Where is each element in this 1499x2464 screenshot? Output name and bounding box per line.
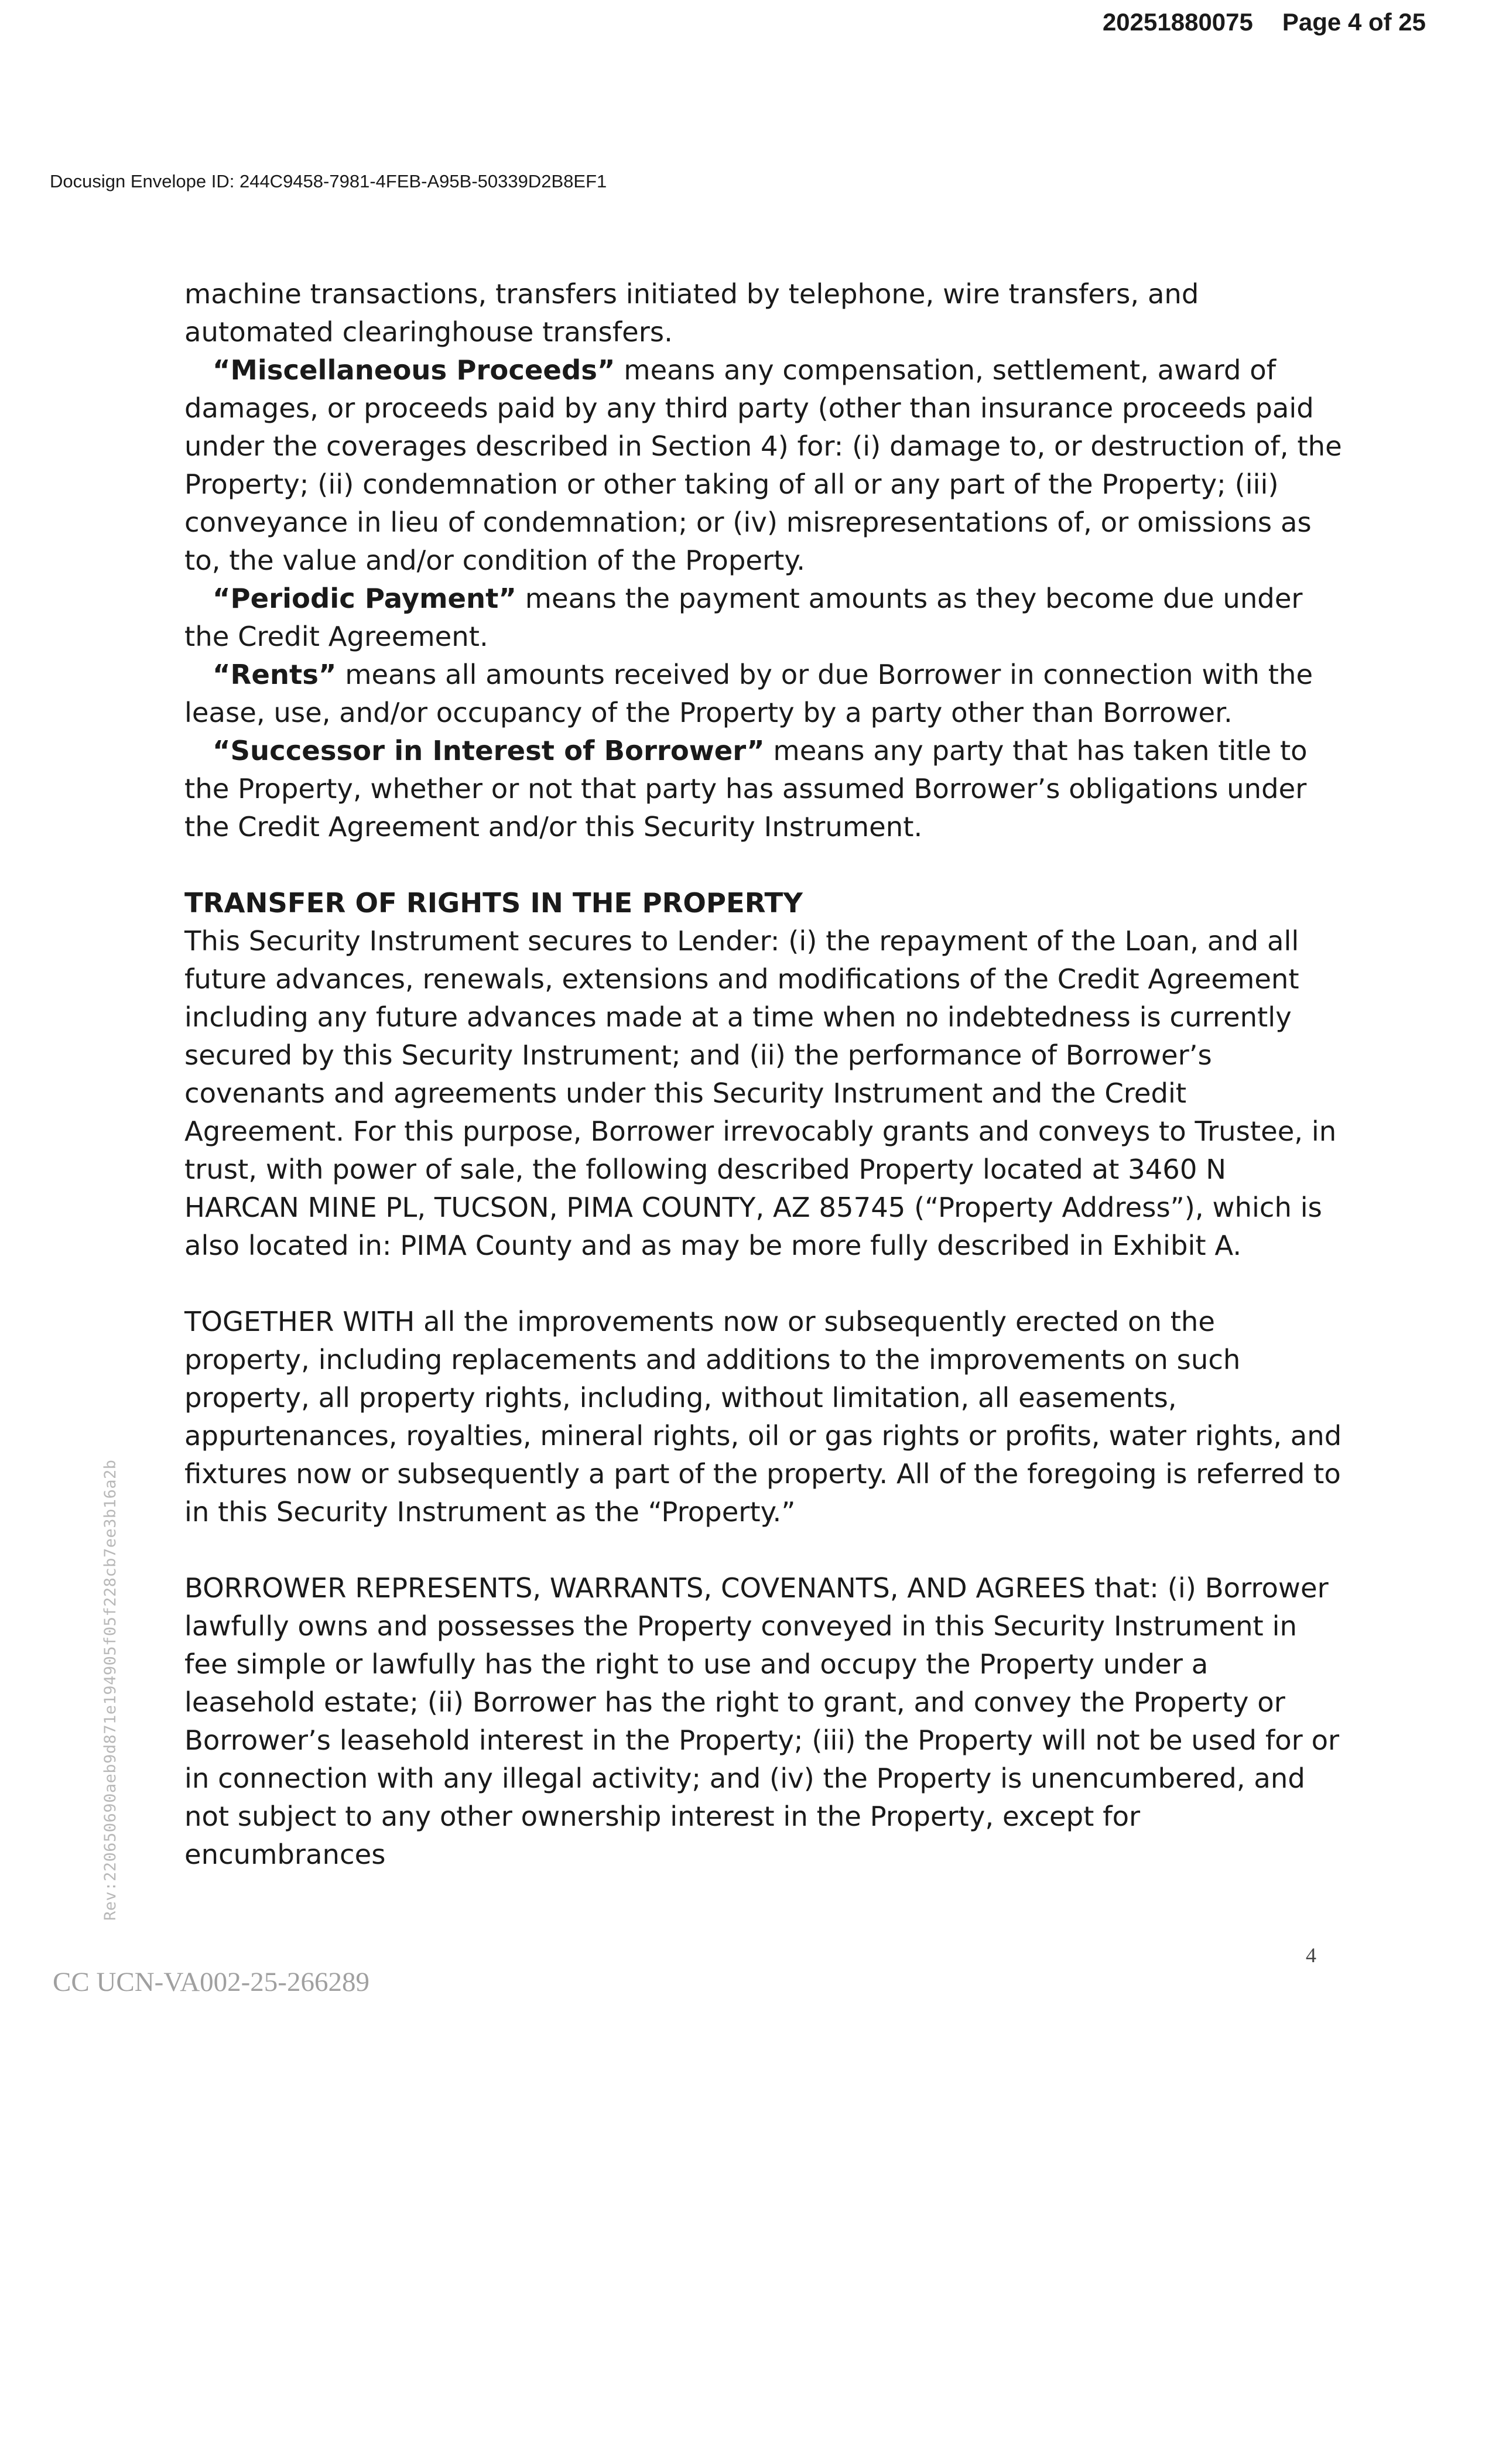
definition-successor-in-interest <box>184 732 1347 846</box>
paragraph-borrower-represents: BORROWER REPRESENTS, WARRANTS, COVENANTS, AND AGREES that: (i) Borrower lawfully owns and possesses the Property conveyed in this Security Instrument in fee simple or lawfully has the right to use and occupy the Property under a leasehold estate; (ii) Borrower has the right to grant, and convey the Property or Borrower’s leasehold interest in the Property; (iii) the Property will not be used for or in connection with any illegal activity; and (iv) the Property is unencumbered, and not subject to any other ownership interest in the Property, except for encumbrances <box>184 1572 1340 1870</box>
definition-text: means any compensation, settlement, award of damages, or proceeds paid by any third party (other than insurance proceeds paid under the coverages described in Section 4) for: (i) damage to, or destruction of, the Property; (ii) condemnation or other taking of all or any part of the Property; (iii) conveyance in lieu of condemnation; or (iv) misrepresentations of, or omissions as to, the value and/or condition of the Property. <box>184 354 1342 576</box>
definition-text: means the payment amounts as they become due under the Credit Agreement. <box>184 583 1303 652</box>
definition-text: means any party that has taken title to the Property, whether or not that party has assumed Borrower’s obligations under the Credit Agreement and/or this Security Instrument. <box>184 735 1308 843</box>
footer-reference: CC UCN-VA002-25-266289 <box>53 1967 369 1997</box>
defined-term: “Miscellaneous Proceeds” <box>213 354 615 386</box>
document-header-stamp <box>1103 8 1426 36</box>
definition-rents <box>184 656 1347 732</box>
definition-periodic-payment <box>184 580 1347 656</box>
paragraph-together-with: TOGETHER WITH all the improvements now or subsequently erected on the property, including replacements and additions to the improvements on such property, all property rights, including, without limitation, all easements, appurtenances, royalties, mineral rights, oil or gas rights or profits, water rights, and fixtures now or subsequently a part of the property. All of the foregoing is referred to in this Security Instrument as the “Property.” <box>184 1306 1342 1528</box>
document-number: 20251880075 <box>1102 8 1253 36</box>
section-heading-transfer-of-rights: TRANSFER OF RIGHTS IN THE PROPERTY <box>184 887 803 919</box>
definition-text: means all amounts received by or due Borrower in connection with the lease, use, and/or occupancy of the Property by a party other than Borrower. <box>184 659 1313 728</box>
page-label: Page 4 of 25 <box>1282 8 1426 36</box>
paragraph-transfer-of-rights: This Security Instrument secures to Lender: (i) the repayment of the Loan, and all future advances, renewals, extensions and modifications of the Credit Agreement including any future advances made at a time when no indebtedness is currently secured by this Security Instrument; and (ii) the performance of Borrower’s covenants and agreements under this Security Instrument and the Credit Agreement. For this purpose, Borrower irrevocably grants and conveys to Trustee, in trust, with power of sale, the following described Property located at 3460 N HARCAN MINE PL, TUCSON, PIMA COUNTY, AZ 85745 (“Property Address”), which is also located in: PIMA County and as may be more fully described in Exhibit A. <box>184 925 1337 1261</box>
paragraph-continuation: machine transactions, transfers initiated by telephone, wire transfers, and automated clearinghouse transfers. <box>184 278 1199 348</box>
envelope-id: Docusign Envelope ID: 244C9458-7981-4FEB-A95B-50339D2B8EF1 <box>50 171 607 191</box>
defined-term: “Periodic Payment” <box>213 583 516 614</box>
page-number: 4 <box>1306 1943 1316 1967</box>
document-body <box>184 275 1347 1874</box>
defined-term: “Successor in Interest of Borrower” <box>213 735 765 766</box>
defined-term: “Rents” <box>213 659 337 690</box>
revision-watermark: Rev:220650690aeb9d871e194905f05f228cb7ee3b16a2b <box>101 1459 119 1921</box>
definition-miscellaneous-proceeds <box>184 351 1347 580</box>
